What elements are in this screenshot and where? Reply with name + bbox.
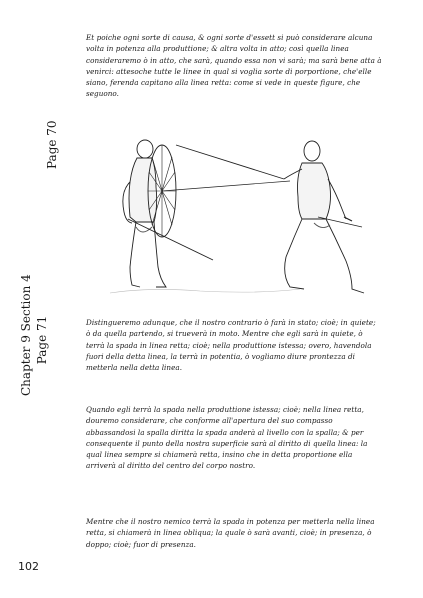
margin-note-page-70: Page 70 xyxy=(45,120,59,169)
margin-note-chapter: Chapter 9 Section 4 xyxy=(19,274,33,396)
paragraph-3: Quando egli terrà la spada nella produttione istessa; cioè; nella linea retta, douremo considerare, che conforme all'apertura del suo compasso abbassandosi la spalla diritta la spada anderà al livello con la spalla; & per consequente il punto della nostra superficie sarà al diritto di quella linea: la qual linea sempre si chiamerà retta, insino che in detta proportione ella arriverà al diritto del centro del corpo nostro. xyxy=(86,405,368,471)
paragraph-1: Et poiche ogni sorte di causa, & ogni sorte d'essett si può considerare alcuna volta in potenza alla produttione; & altra volta in atto; così quella linea consideraremo ò in atto, che sarà, quando essa non vi sarà; ma sarà bene atta à venirci: attesoche tutte le linee in qual si voglia sorte di porportione, che'elle siano, ferenda capitano alla linea retta: come si vede in queste figure, che seguono. xyxy=(86,33,382,99)
paragraph-4: Mentre che il nostro nemico terrà la spada in potenza per metterla nella linea retta, si chiamerà in linea obliqua; la quale ò sarà avanti, cioè; in presenza, ò doppo; cioè; fuor di presenza. xyxy=(86,517,375,549)
paragraph-2: Distingueremo adunque, che il nostro contrario ò farà in stato; cioè; in quiete; ò da quella partendo, si trueverà in moto. Mentre che egli sarà in quiete, ò terrà la spada in linea retta; cioè; nella produttione istessa; overo, havendola fuori della detta linea, la terrà in potentia, ò vogliamo diure prontezza di metterla nella detta linea. xyxy=(86,318,376,373)
fencing-illustration xyxy=(90,127,380,305)
margin-note-page-71: Page 71 xyxy=(35,315,49,365)
page-number: 102 xyxy=(18,560,39,573)
